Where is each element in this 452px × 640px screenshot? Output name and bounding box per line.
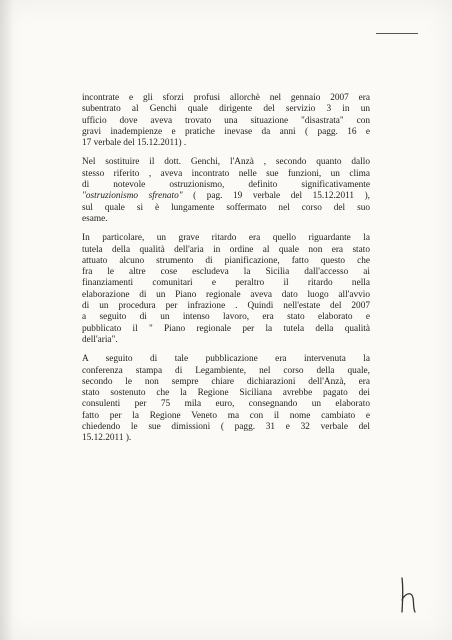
text-line: fra le altre cose escludeva la Sicilia dall'accesso ai <box>82 267 370 278</box>
text-line: Nel sostituire il dott. Genchi, l'Anzà , secondo quanto dallo <box>82 157 370 168</box>
text-line: dell'aria". <box>82 334 118 345</box>
text-line: stato sostenuto che la Regione Siciliana avrebbe pagato dei <box>82 388 370 399</box>
top-right-mark <box>376 33 418 34</box>
text-line: di notevole ostruzionismo, definito significativamente <box>82 180 370 191</box>
paragraph-2 <box>82 157 370 225</box>
text-line: consulenti per 75 mila euro, consegnando un elaborato <box>82 399 370 410</box>
text-line: attuato alcuno strumento di pianificazione, fatto questo che <box>82 255 370 266</box>
text-line: A seguito di tale pubblicazione era intervenuta la <box>82 354 370 365</box>
text-line: ufficio dove aveva trovato una situazione "disastrata" con <box>82 115 370 126</box>
text-line: conferenza stampa di Legambiente, nel corso della quale, <box>82 365 370 376</box>
handwritten-initial-icon <box>398 576 420 614</box>
document-body <box>82 93 370 453</box>
text-line: elaborazione di un Piano regionale aveva dato luogo all'avvio <box>82 289 370 300</box>
text-line: sul quale si è lungamente soffermato nel corso del suo <box>82 202 370 213</box>
text-line: finanziamenti comunitari e peraltro il ritardo nella <box>82 278 370 289</box>
text-line: In particolare, un grave ritardo era quello riguardante la <box>82 233 370 244</box>
text-line: "ostruzionismo sfrenato" ( pag. 19 verbale del 15.12.2011 ), <box>82 191 370 202</box>
text-line: incontrate e gli sforzi profusi allorchè nel gennaio 2007 era <box>82 93 370 103</box>
paragraph-3 <box>82 233 370 346</box>
text-line: 17 verbale del 15.12.2011) . <box>82 138 187 149</box>
text-line: 15.12.2011 ). <box>82 433 132 444</box>
text-line: esame. <box>82 213 108 224</box>
text-line: pubblicato il " Piano regionale per la tutela della qualità <box>82 323 370 334</box>
text-line: gravi inadempienze e pratiche inevase da anni ( pagg. 16 e <box>82 126 370 137</box>
text-line: subentrato al Genchi quale dirigente del servizio 3 in un <box>82 104 370 115</box>
paragraph-4 <box>82 354 370 444</box>
text-line: a seguito di un intenso lavoro, era stato elaborato e <box>82 312 370 323</box>
paragraph-1 <box>82 93 370 149</box>
text-line: tutela della qualità dell'aria in ordine al quale non era stato <box>82 244 370 255</box>
binding-shadow <box>0 0 14 640</box>
text-line: chiedendo le sue dimissioni ( pagg. 31 e 32 verbale del <box>82 422 370 433</box>
text-line: fatto per la Regione Veneto ma con il nome cambiato e <box>82 410 370 421</box>
text-line: stesso riferito , aveva incontrato nelle sue funzioni, un clima <box>82 168 370 179</box>
text-line: di un procedura per infrazione . Quindi nell'estate del 2007 <box>82 301 370 312</box>
text-line: secondo le non sempre chiare dichiarazioni dell'Anzà, era <box>82 376 370 387</box>
